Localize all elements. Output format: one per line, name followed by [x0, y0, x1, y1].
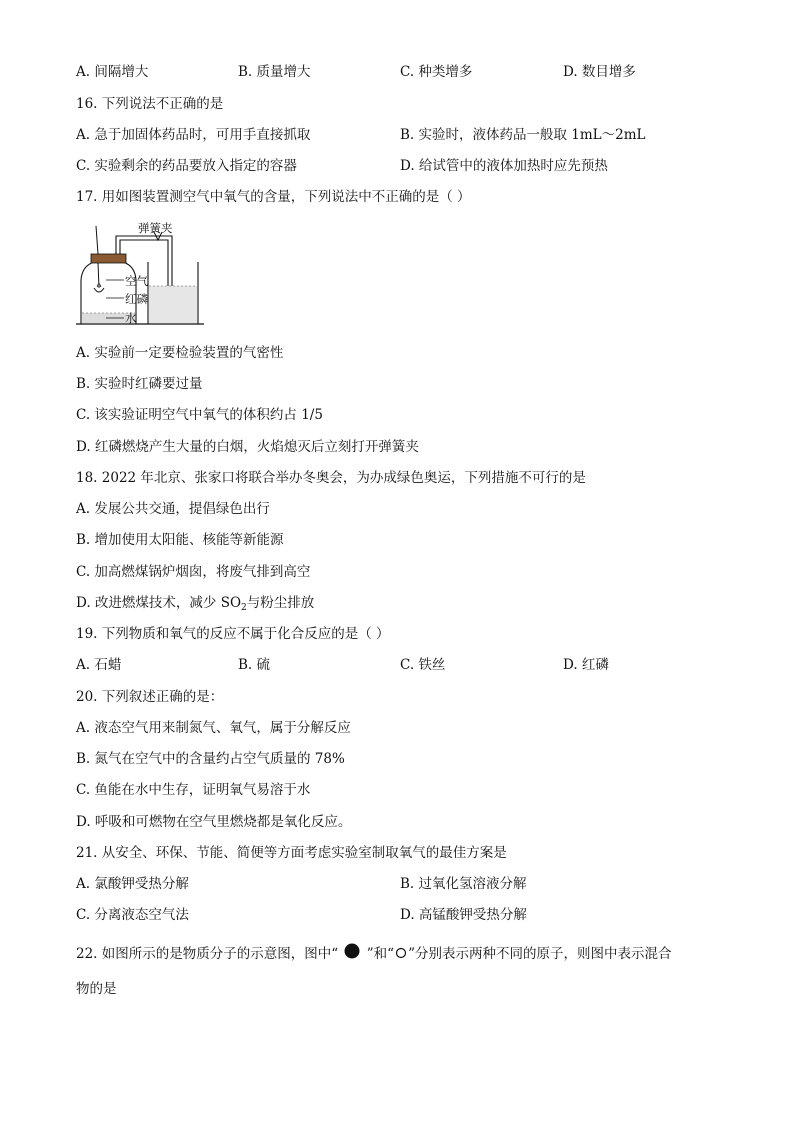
q16-stem: 16. 下列说法不正确的是 [76, 96, 224, 112]
q18-option-d-subscript: 2 [241, 603, 247, 613]
label-phosphorus: 红磷 [125, 292, 148, 306]
q19-option-c: C. 铁丝 [400, 657, 446, 673]
q20-option-a: A. 液态空气用来制氮气、氧气，属于分解反应 [76, 720, 351, 736]
q16-option-c: C. 实验剩余的药品要放入指定的容器 [76, 158, 297, 174]
label-water: 水 [125, 311, 137, 325]
apparatus-diagram [76, 218, 206, 333]
q20-option-c: C. 鱼能在水中生存，证明氧气易溶于水 [76, 782, 311, 798]
q18-option-d-prefix: D. 改进燃煤技术，减少 SO [76, 595, 242, 611]
q21-option-d: D. 高锰酸钾受热分解 [400, 907, 527, 923]
white-atom-icon [394, 944, 408, 966]
q19-stem: 19. 下列物质和氧气的反应不属于化合反应的是（ ） [76, 626, 390, 642]
q22-stem-part1: 22. 如图所示的是物质分子的示意图，图中“ [76, 946, 339, 962]
q21-option-a: A. 氯酸钾受热分解 [76, 876, 189, 892]
q21-option-b: B. 过氧化氢溶液分解 [400, 876, 527, 892]
q19-option-d: D. 红磷 [563, 657, 609, 673]
q18-option-d [76, 594, 314, 617]
label-clamp: 弹簧夹 [138, 221, 173, 235]
q18-option-c: C. 加高燃煤锅炉烟囱，将废气排到高空 [76, 564, 311, 580]
q22-stem-line2: 物的是 [76, 981, 117, 997]
q19-option-a: A. 石蜡 [76, 657, 122, 673]
q21-option-c: C. 分离液态空气法 [76, 907, 189, 923]
q21-stem: 21. 从安全、环保、节能、简便等方面考虑实验室制取氧气的最佳方案是 [76, 845, 507, 861]
q20-option-b: B. 氮气在空气中的含量约占空气质量的 78% [76, 751, 345, 767]
q17-option-d: D. 红磷燃烧产生大量的白烟，火焰熄灭后立刻打开弹簧夹 [76, 439, 419, 455]
black-atom-icon [342, 942, 362, 967]
q16-option-a: A. 急于加固体药品时，可用手直接抓取 [76, 127, 311, 143]
q17-stem: 17. 用如图装置测空气中氧气的含量，下列说法中不正确的是（ ） [76, 189, 471, 205]
q20-stem: 20. 下列叙述正确的是： [76, 689, 224, 705]
label-air: 空气 [125, 274, 148, 288]
q15-option-c: C. 种类增多 [400, 64, 473, 80]
q22-stem-part3: ”分别表示两种不同的原子，则图中表示混合 [408, 946, 672, 962]
q17-option-a: A. 实验前一定要检验装置的气密性 [76, 345, 284, 361]
q18-option-b: B. 增加使用太阳能、核能等新能源 [76, 532, 284, 548]
q15-option-b: B. 质量增大 [238, 64, 311, 80]
q17-option-b: B. 实验时红磷要过量 [76, 376, 203, 392]
q15-option-d: D. 数目增多 [563, 64, 636, 80]
q20-option-d: D. 呼吸和可燃物在空气里燃烧都是氧化反应。 [76, 814, 352, 830]
q16-option-b: B. 实验时，液体药品一般取 1mL～2mL [400, 127, 646, 143]
q19-option-b: B. 硫 [238, 657, 271, 673]
q17-option-c: C. 该实验证明空气中氧气的体积约占 1/5 [76, 407, 323, 423]
q16-option-d: D. 给试管中的液体加热时应先预热 [400, 158, 608, 174]
q22-stem-part2: ”和“ [366, 946, 395, 962]
q18-stem: 18. 2022 年北京、张家口将联合举办冬奥会，为办成绿色奥运，下列措施不可行的是 [76, 470, 586, 486]
q18-option-d-suffix: 与粉尘排放 [246, 595, 315, 611]
q18-option-a: A. 发展公共交通，提倡绿色出行 [76, 501, 270, 517]
q22-stem [76, 942, 671, 967]
q15-option-a: A. 间隔增大 [76, 64, 149, 80]
